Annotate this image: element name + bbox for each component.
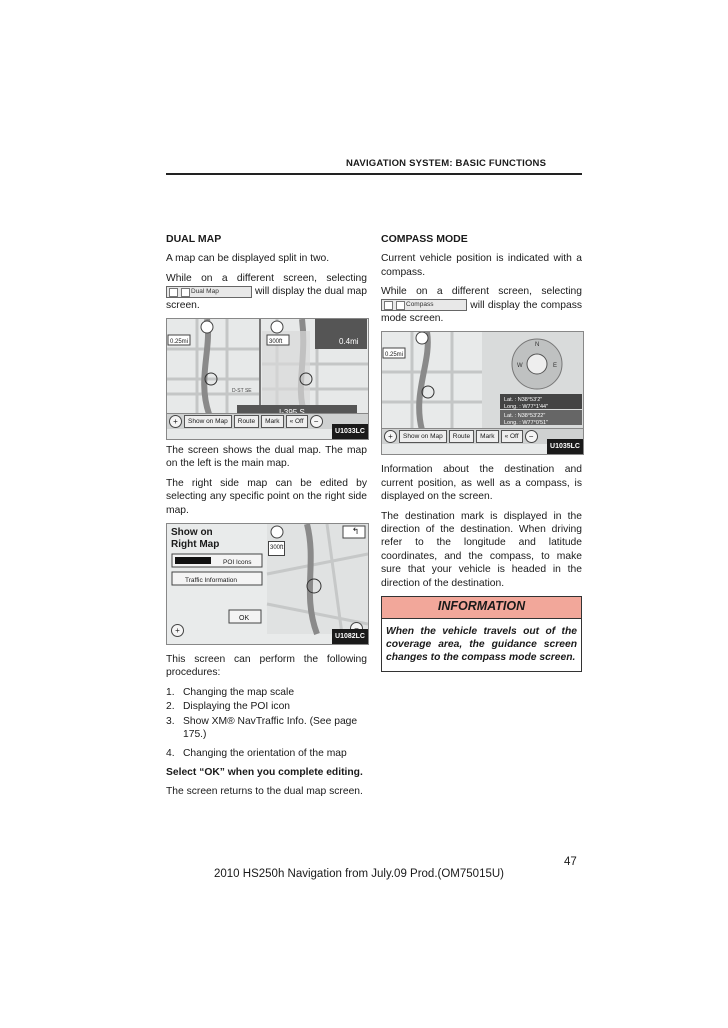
route-button[interactable]: Route (449, 430, 474, 443)
distance-readout: 0.4mi (339, 337, 359, 347)
text: While on a different screen, selecting (381, 286, 582, 298)
figure-tag: U1035LC (547, 439, 583, 454)
text: will display the compass mode screen. (381, 299, 582, 325)
list-number: 1. (166, 686, 175, 698)
list-text: Displaying the POI icon (183, 701, 291, 713)
show-on-map-button[interactable]: Show on Map (399, 430, 447, 443)
paragraph: A map can be displayed split in two. (166, 253, 330, 265)
information-body: When the vehicle travels out of the coverage area, the guidance screen changes to the compass mode screen. (386, 625, 577, 664)
list-item (166, 715, 367, 742)
destination-longitude: Long. : W77°0'51" (504, 420, 549, 427)
zoom-out-button[interactable]: − (525, 430, 538, 443)
traffic-information-button[interactable]: Traffic Information (185, 577, 238, 585)
list-text: Show XM® NavTraffic Info. (See page 175.) (183, 715, 358, 741)
zoom-in-button[interactable]: + (169, 415, 182, 428)
scale-label: 300ft (268, 541, 285, 556)
right-column (381, 233, 582, 672)
information-title: INFORMATION (382, 597, 581, 618)
current-longitude: Long. : W77°1'44" (504, 404, 549, 411)
route-button[interactable]: Route (234, 415, 259, 428)
dual-map-button-image (166, 286, 252, 298)
information-box (381, 596, 582, 672)
text: While on a different screen, selecting (166, 272, 367, 284)
paragraph: The screen shows the dual map. The map on the left is the main map. (166, 445, 367, 470)
list-item (166, 747, 367, 760)
paragraph: Current vehicle position is indicated with a compass. (381, 253, 582, 278)
list-number: 4. (166, 747, 175, 759)
mark-button[interactable]: Mark (476, 430, 498, 443)
zoom-in-button[interactable]: + (384, 430, 397, 443)
list-number: 2. (166, 701, 175, 713)
off-button[interactable]: « Off (501, 430, 523, 443)
street-label: D-ST SE (232, 388, 252, 395)
svg-text:N: N (535, 342, 540, 349)
scale-label: 0.25mi (385, 352, 404, 359)
title-line: Right Map (171, 539, 220, 551)
destination-latitude: Lat. : N38°53'22" (504, 413, 546, 420)
svg-text:E: E (553, 363, 558, 370)
paragraph: The destination mark is displayed in the direction of the destination. When driving refer to the longitude and latitude coordinates, and the compass, to make sure that your vehicle is headed in the direction of the destination. (381, 510, 582, 589)
footer-text: 2010 HS250h Navigation from July.09 Prod.(OM75015U) (214, 868, 504, 880)
bold-instruction: Select “OK” when you complete editing. (166, 766, 363, 778)
header-rule (166, 173, 582, 175)
zoom-in-button[interactable]: + (171, 624, 184, 637)
left-column (166, 233, 367, 805)
poi-icons-button[interactable]: POI Icons (223, 559, 252, 567)
scale-left: 0.25mi (170, 339, 189, 346)
paragraph (381, 285, 582, 325)
figure-tag: U1082LC (332, 629, 368, 644)
mark-button[interactable]: Mark (261, 415, 283, 428)
list-number: 3. (166, 715, 175, 727)
scale-right: 300ft (269, 339, 283, 346)
section-heading-compass-mode: COMPASS MODE (381, 233, 468, 245)
page-header: NAVIGATION SYSTEM: BASIC FUNCTIONS (346, 158, 547, 169)
page-number: 47 (564, 856, 577, 868)
procedure-list (166, 686, 367, 760)
show-on-map-button[interactable]: Show on Map (184, 415, 232, 428)
paragraph (166, 272, 367, 312)
dual-map-screenshot (166, 318, 369, 440)
show-on-right-map-screenshot (166, 523, 369, 645)
zoom-out-button[interactable]: − (310, 415, 323, 428)
title-line: Show on (171, 527, 213, 539)
compass-button-image (381, 299, 467, 311)
button-label: Dual Map (191, 287, 219, 295)
list-text: Changing the map scale (183, 686, 295, 698)
ok-button[interactable]: OK (239, 615, 250, 623)
text: will display the dual map screen. (166, 286, 367, 311)
paragraph: The right side map can be edited by selecting any specific point on the right side map. (166, 477, 367, 516)
list-item (166, 700, 367, 713)
paragraph: This screen can perform the following procedures: (166, 654, 367, 679)
svg-text:W: W (517, 363, 523, 370)
current-latitude: Lat. : N38°53'2" (504, 397, 543, 404)
section-heading-dual-map: DUAL MAP (166, 233, 222, 245)
back-icon[interactable]: ↰ (351, 526, 360, 537)
button-label: Compass (406, 300, 434, 308)
compass-mode-screenshot (381, 331, 584, 455)
off-button[interactable]: « Off (286, 415, 308, 428)
panel-title (171, 527, 219, 551)
list-text: Changing the orientation of the map (183, 747, 347, 759)
figure-tag: U1033LC (332, 424, 368, 439)
list-item (166, 686, 367, 699)
paragraph: The screen returns to the dual map screen. (166, 786, 363, 798)
paragraph: Information about the destination and current position, as well as a compass, is displayed on the screen. (381, 464, 582, 503)
